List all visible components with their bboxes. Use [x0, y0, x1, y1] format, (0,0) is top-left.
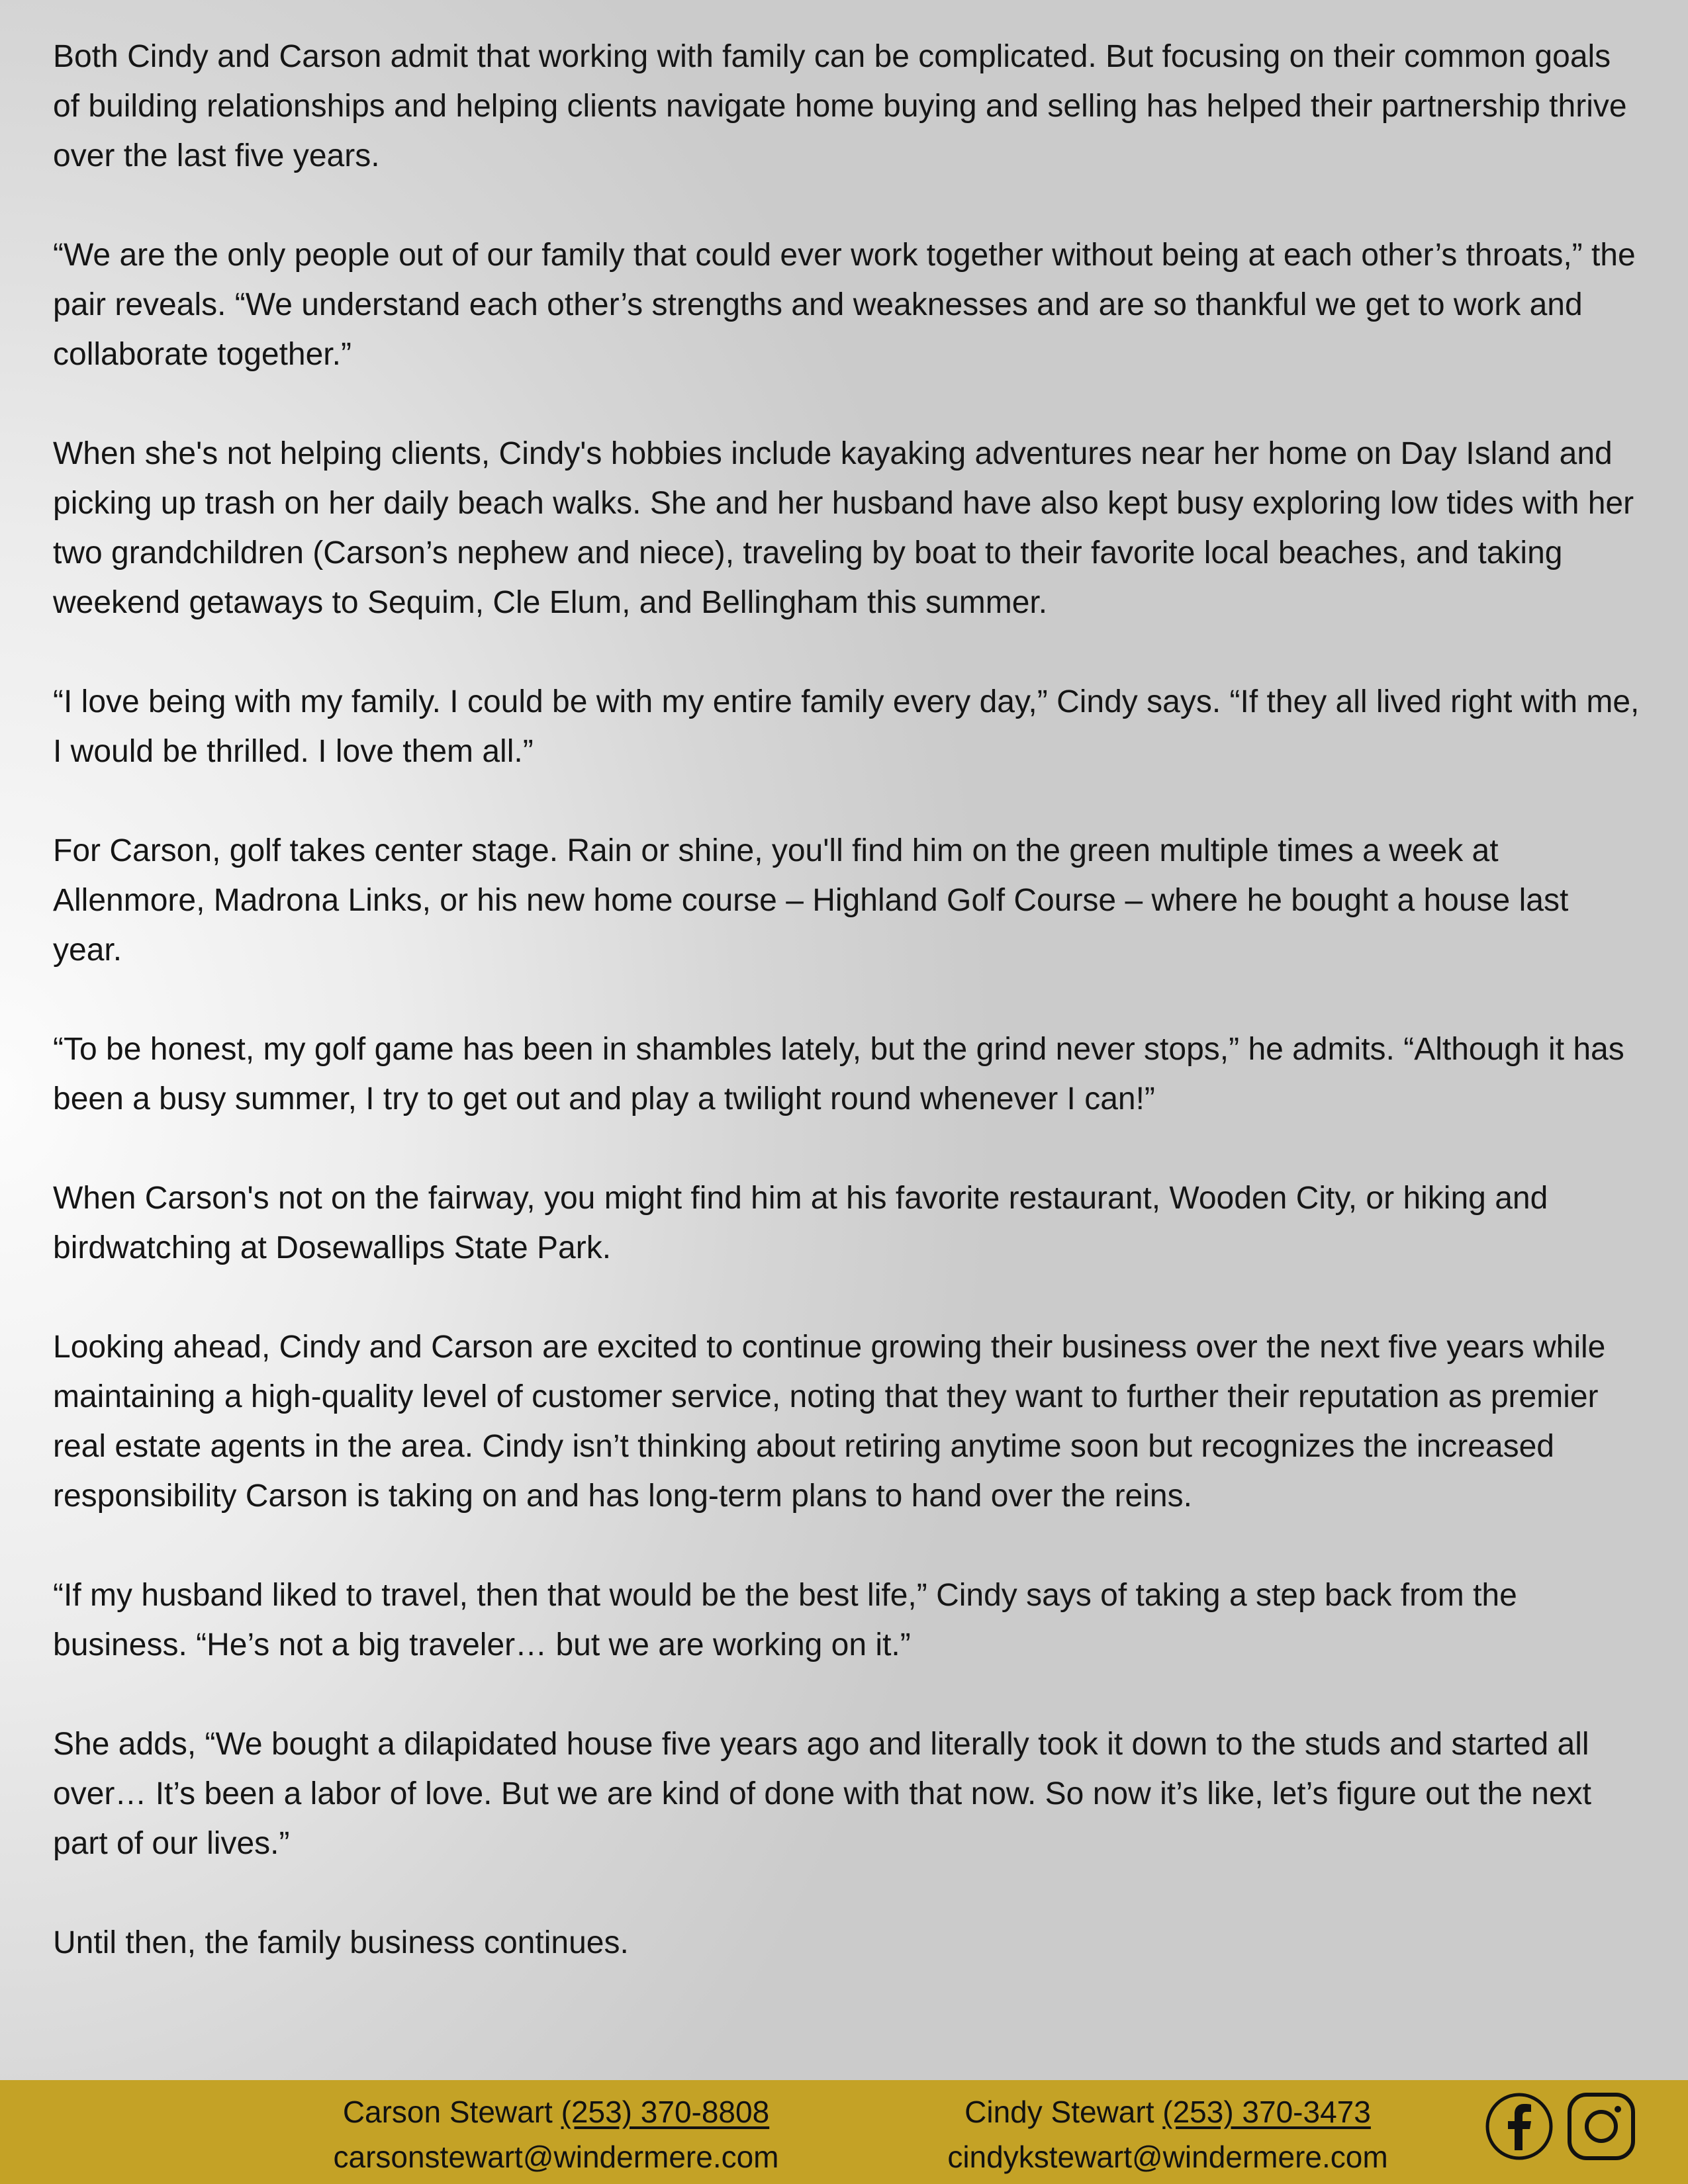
contact-name-line [305, 2089, 808, 2134]
article-paragraph: When she's not helping clients, Cindy's hobbies include kayaking adventures near her home on Day Island and picking up trash on her daily beach walks. She and her husband have also kept busy exploring low tides with her two grandchildren (Carson’s nephew and niece), traveling by boat to their favorite local beaches, and taking weekend getaways to Sequim, Cle Elum, and Bellingham this summer. [53, 436, 1634, 620]
instagram-icon[interactable] [1567, 2092, 1636, 2161]
article-paragraph: Both Cindy and Carson admit that working with family can be complicated. But focusing on their common goals of building relationships and helping clients navigate home buying and selling has helped their partnership thrive over the last five years. [53, 39, 1627, 173]
article-paragraph: When Carson's not on the fairway, you might find him at his favorite restaurant, Wooden City, or hiking and birdwatching at Dosewallips State Park. [53, 1181, 1548, 1265]
article-paragraph: “We are the only people out of our family that could ever work together without being at each other’s throats,” the pair reveals. “We understand each other’s strengths and weaknesses and are so thankful we get to work and collaborate together.” [53, 238, 1636, 372]
contact-footer [0, 2080, 1688, 2184]
email-text: carsonstewart@windermere.com [333, 2140, 779, 2174]
article-paragraph: She adds, “We bought a dilapidated house five years ago and literally took it down to the studs and started all over… It’s been a labor of love. But we are kind of done with that now. So now it’s like, let’s figure out the next part of our lives.” [53, 1727, 1592, 1861]
facebook-icon[interactable] [1485, 2092, 1554, 2161]
phone-link[interactable]: (253) 370-3473 [1162, 2095, 1371, 2129]
article-paragraph: For Carson, golf takes center stage. Rain or shine, you'll find him on the green multiple times a week at Allenmore, Madrona Links, or his new home course – Highland Golf Course – where he bought a house last year. [53, 833, 1569, 968]
article-paragraph: Looking ahead, Cindy and Carson are excited to continue growing their business over the next five years while maintaining a high-quality level of customer service, noting that they want to further their reputation as premier real estate agents in the area. Cindy isn’t thinking about retiring anytime soon but recognizes the increased responsibility Carson is taking on and has long-term plans to hand over the reins. [53, 1330, 1606, 1514]
article-body [53, 32, 1642, 1968]
article-paragraph: Until then, the family business continues. [53, 1925, 629, 1960]
contact-name-line [916, 2089, 1419, 2134]
contact-name: Carson Stewart [342, 2095, 553, 2129]
email-text: cindykstewart@windermere.com [947, 2140, 1388, 2174]
article-paragraph: “I love being with my family. I could be with my entire family every day,” Cindy says. “If they all lived right with me, I would be thrilled. I love them all.” [53, 684, 1640, 769]
phone-link[interactable]: (253) 370-8808 [561, 2095, 770, 2129]
contact-name: Cindy Stewart [964, 2095, 1154, 2129]
article-paragraph: “To be honest, my golf game has been in shambles lately, but the grind never stops,” he admits. “Although it has been a busy summer, I try to get out and play a twilight round whenever I can!” [53, 1032, 1624, 1116]
contact-carson-stewart [305, 2089, 808, 2179]
article-paragraph: “If my husband liked to travel, then that would be the best life,” Cindy says of taking a step back from the business. “He’s not a big traveler… but we are working on it.” [53, 1578, 1517, 1662]
contact-cindy-stewart [916, 2089, 1419, 2179]
